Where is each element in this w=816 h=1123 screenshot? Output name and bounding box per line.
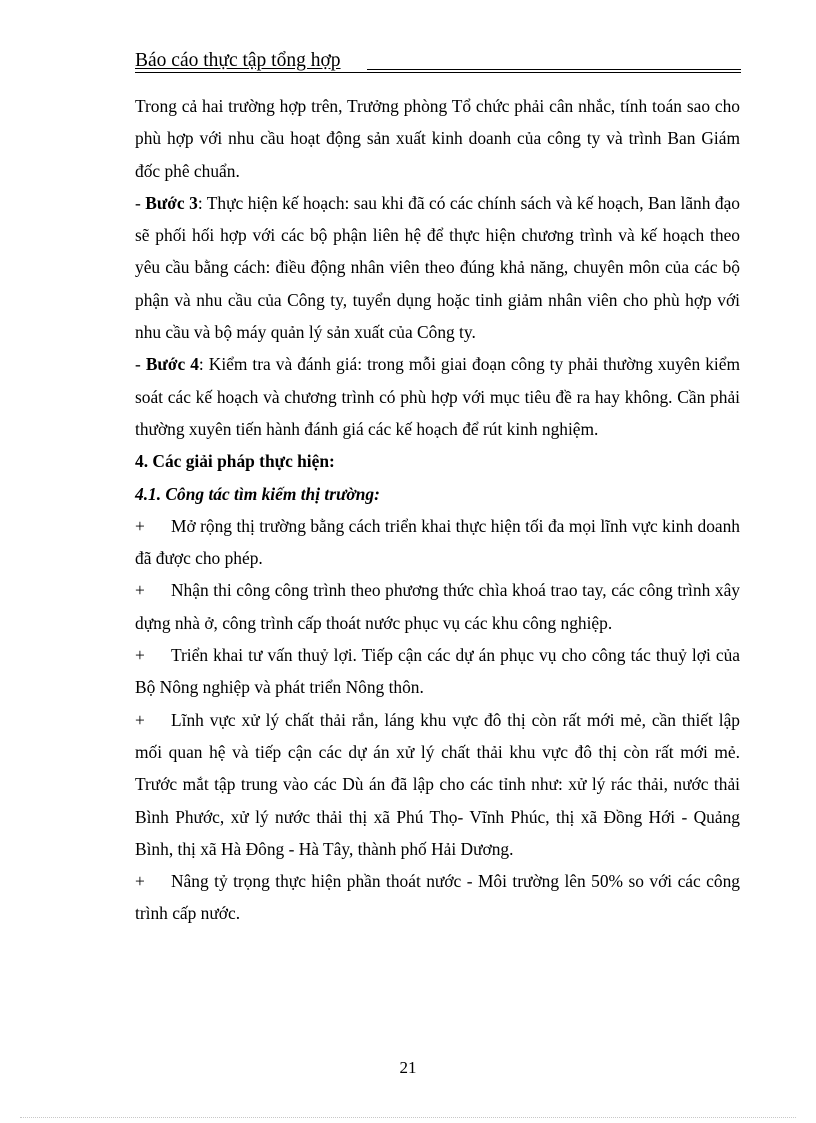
list-item	[135, 639, 740, 704]
list-item	[135, 574, 740, 639]
plus-bullet: +	[135, 645, 145, 666]
step-4-paragraph	[135, 348, 740, 445]
list-item	[135, 865, 740, 930]
plus-bullet: +	[135, 709, 145, 730]
plus-bullet: +	[135, 580, 145, 601]
header-rule-double	[135, 72, 741, 73]
step-3-dash: -	[135, 192, 146, 213]
list-item-text: Mở rộng thị trường bằng cách triển khai thực hiện tối đa mọi lĩnh vực kinh doanh đã được cho phép.	[135, 515, 740, 569]
step-3-text: : Thực hiện kế hoạch: sau khi đã có các chính sách và kế hoạch, Ban lãnh đạo sẽ phối hối hợp với các bộ phận liên hệ để thực hiện chương trình và kế hoạch theo yêu cầu bằng cách: điều động nhân viên theo đúng khả năng, chuyên môn của các bộ phận và nhu cầu của Công ty, tuyển dụng hoặc tinh giảm nhân viên cho phù hợp với nhu cầu và bộ máy quản lý sản xuất của Công ty.	[135, 192, 741, 343]
plus-bullet: +	[135, 871, 145, 892]
list-item-text: Nhận thi công công trình theo phương thức chìa khoá trao tay, các công trình xây dựng nhà ở, công trình cấp thoát nước phục vụ các khu công nghiệp.	[135, 580, 740, 633]
document-body	[135, 90, 740, 930]
plus-bullet: +	[135, 515, 145, 536]
step-3-label: Bước 3	[145, 192, 198, 213]
step-4-label: Bước 4	[145, 354, 199, 375]
list-item-text: Nâng tỷ trọng thực hiện phần thoát nước - Môi trường lên 50% so với các công trình cấp nước.	[135, 871, 740, 924]
step-3-paragraph	[135, 187, 740, 348]
page-bottom-divider	[20, 1117, 796, 1118]
list-item	[135, 510, 740, 575]
subsection-heading: 4.1. Công tác tìm kiếm thị trường:	[135, 483, 380, 504]
list-item	[135, 704, 740, 865]
step-4-text: : Kiểm tra và đánh giá: trong mỗi giai đoạn công ty phải thường xuyên kiểm soát các kế hoạch và chương trình có phù hợp với mục tiêu đề ra hay không. Cần phải thường xuyên tiến hành đánh giá các kế hoạch để rút kinh nghiệm.	[135, 354, 740, 439]
page-number: 21	[399, 1058, 417, 1077]
step-4-dash: -	[135, 354, 146, 375]
intro-paragraph: Trong cả hai trường hợp trên, Trưởng phòng Tổ chức phải cân nhắc, tính toán sao cho phù hợp với nhu cầu hoạt động sản xuất kinh doanh của công ty và trình Ban Giám đốc phê chuẩn.	[135, 96, 740, 181]
section-heading: 4. Các giải pháp thực hiện:	[135, 451, 335, 472]
list-item-text: Lĩnh vực xử lý chất thải rắn, láng khu vực đô thị còn rất mới mẻ, cần thiết lập mối quan hệ và tiếp cận các dự án xử lý chất thải khu vực đô thị còn rất mới mẻ. Trước mắt tập trung vào các Dù án đã lập cho các tỉnh như: xử lý rác thải, nước thải Bình Phước, xử lý nước thải thị xã Phú Thọ- Vĩnh Phúc, thị xã Đồng Hới - Quảng Bình, thị xã Hà Đông - Hà Tây, thành phố Hải Dương.	[135, 709, 740, 859]
list-item-text: Triển khai tư vấn thuỷ lợi. Tiếp cận các dự án phục vụ cho công tác thuỷ lợi của Bộ Nông nghiệp và phát triển Nông thôn.	[135, 645, 740, 698]
header-title: Báo cáo thực tập tổng hợp	[135, 50, 341, 71]
page-header	[135, 50, 741, 76]
header-rule	[367, 69, 741, 70]
